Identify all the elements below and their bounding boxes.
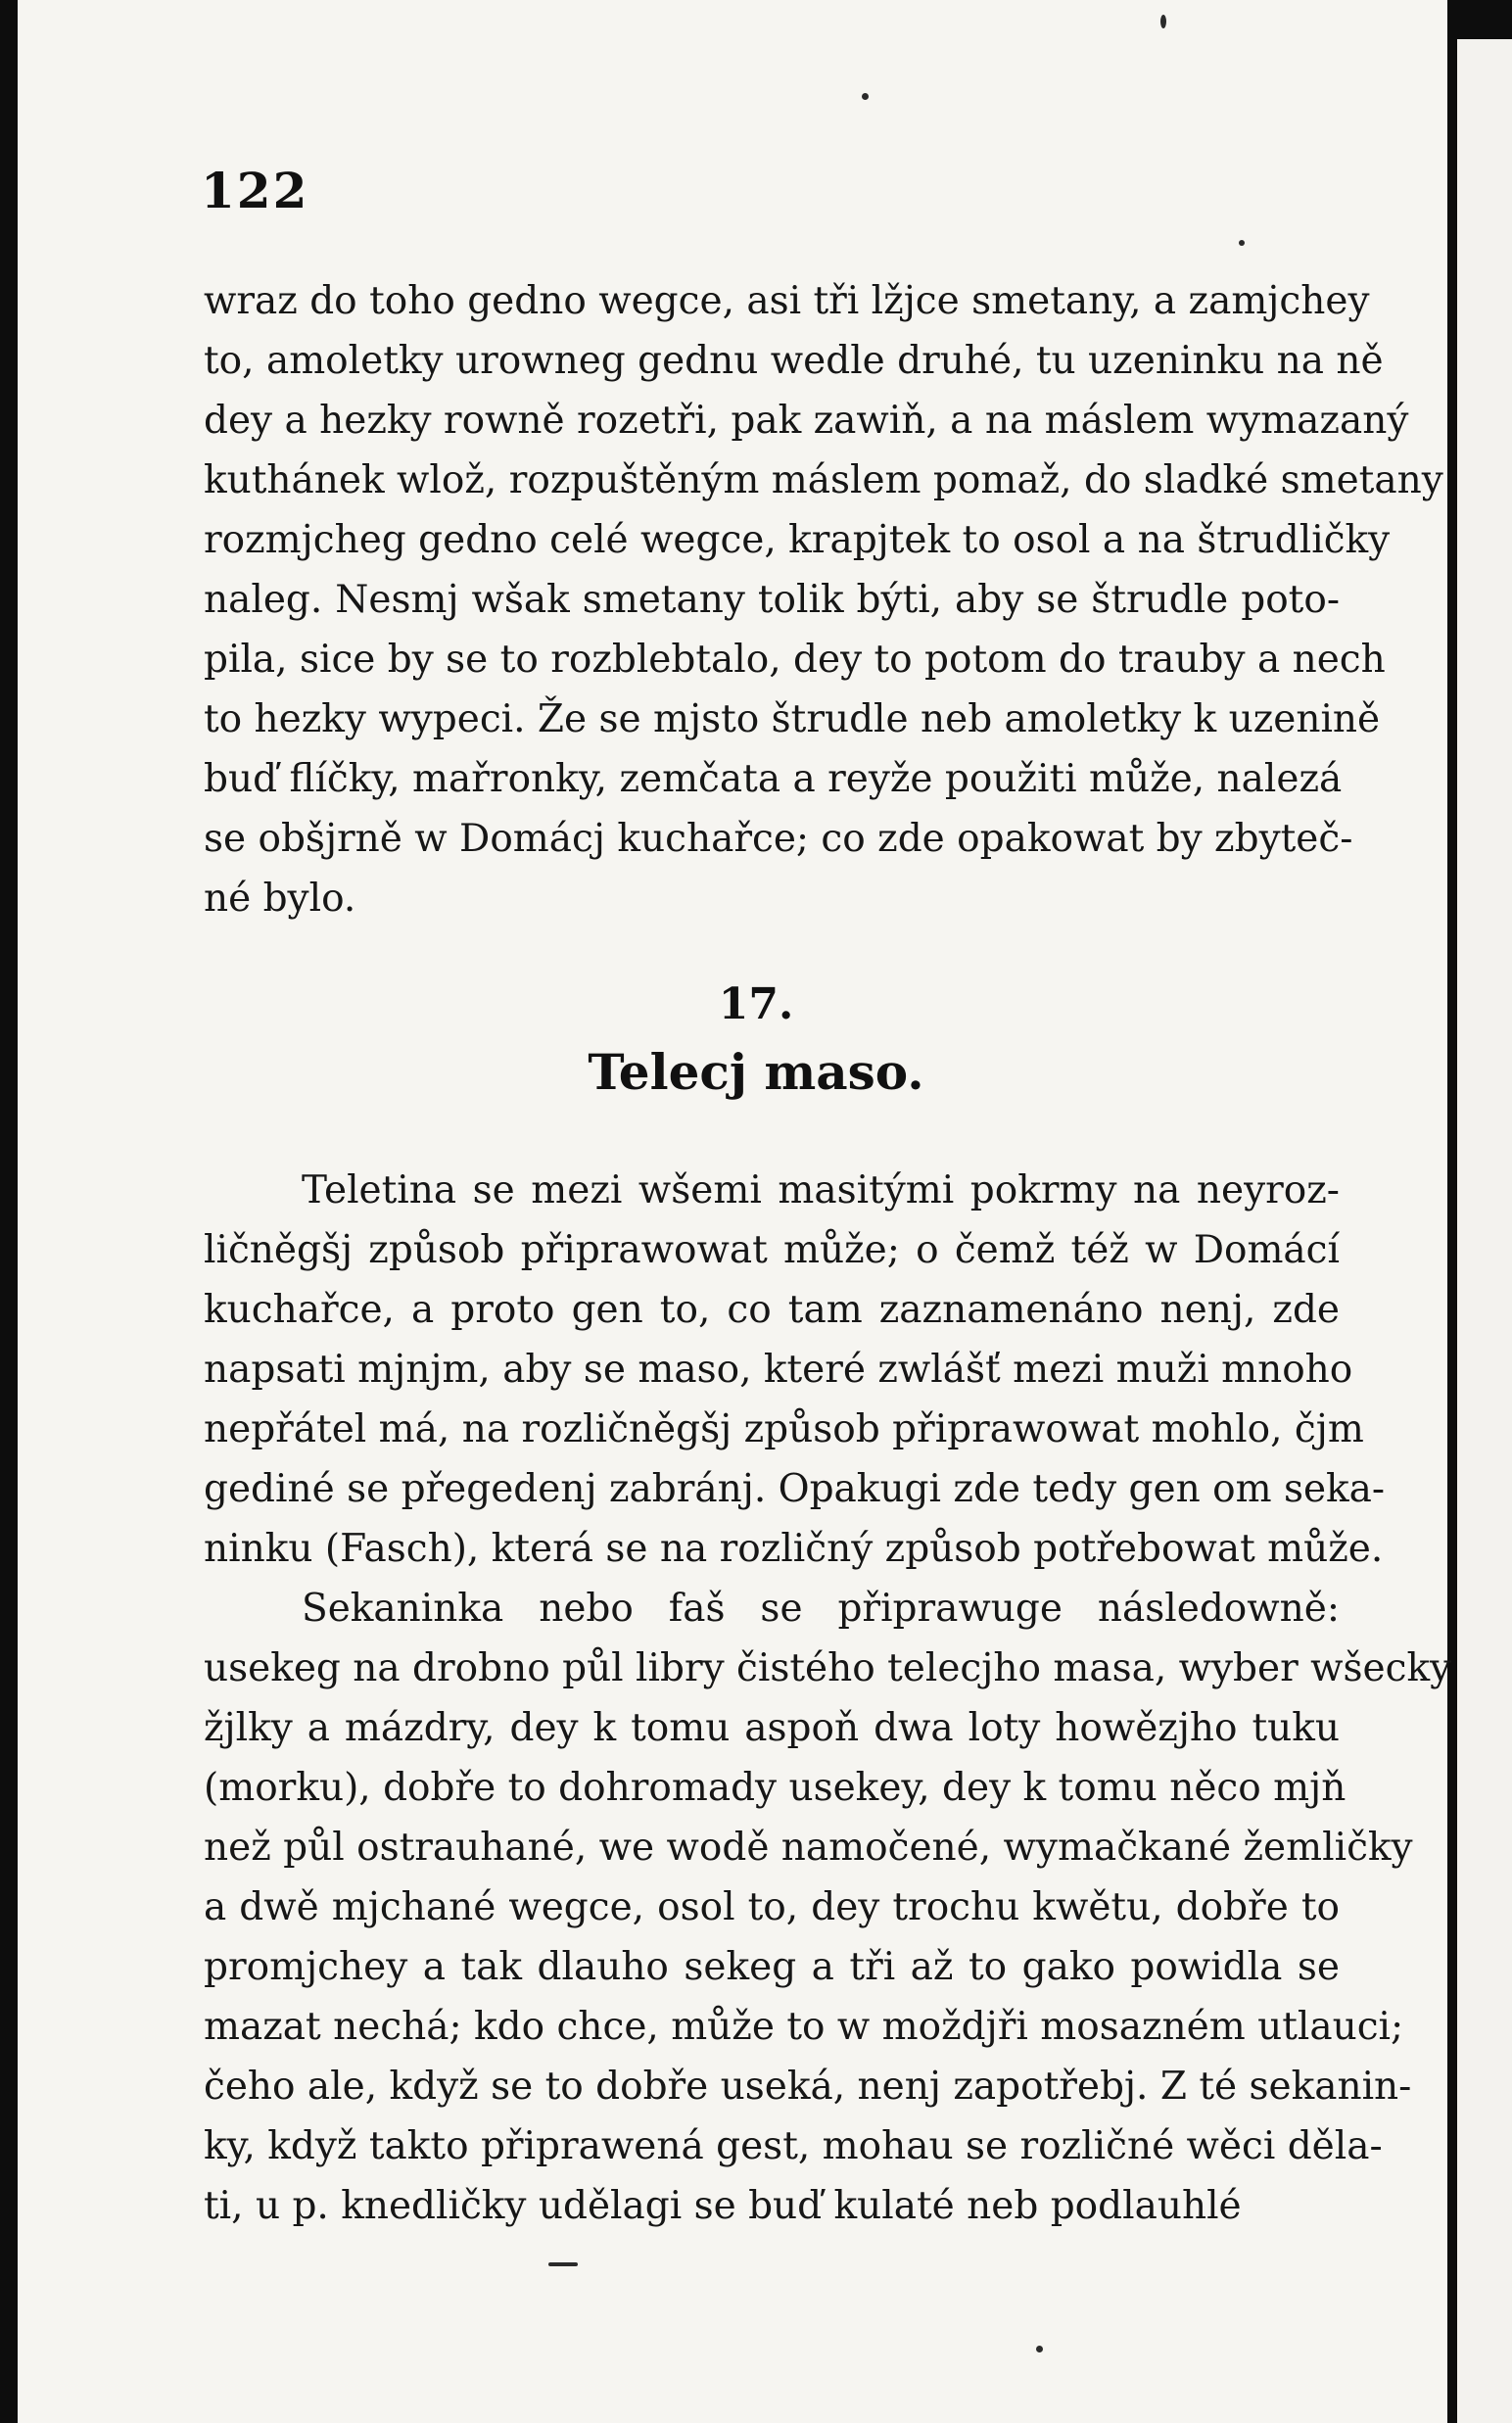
text-line: než půl ostrauhané, we wodě namočené, wymačkané žemličky [204,1826,1413,1870]
section-title: Telecj maso. [588,1043,924,1101]
text-line: naleg. Nesmj wšak smetany tolik býti, aby se štrudle poto- [204,578,1340,622]
text-line: to hezky wypeci. Že se mjsto štrudle neb amoletky k uzenině [204,697,1381,741]
text-line: rozmjcheg gedno celé wegce, krapjtek to osol a na štrudličky [204,518,1391,562]
text-line: ličněgšj způsob připrawowat může; o čemž též w Domácí [204,1228,1340,1272]
paper-speck [1036,2346,1043,2352]
text-line: pila, sice by se to rozblebtalo, dey to potom do trauby a nech [204,638,1386,682]
text-line: čeho ale, když se to dobře useká, nenj zapotřebj. Z té sekanin- [204,2065,1412,2109]
text-line: se obšjrně w Domácj kuchařce; co zde opakowat by zbyteč- [204,817,1353,861]
page-number: 122 [201,162,309,219]
section-number: 17. [718,979,794,1029]
text-line: ky, když takto připrawená gest, mohau se rozličné wěci děla- [204,2124,1383,2168]
text-line: usekeg na drobno půl libry čistého telecjho masa, wyber wšecky [204,1646,1452,1690]
text-line: kuthánek wlož, rozpuštěným máslem pomaž, do sladké smetany [204,458,1443,502]
text-line: mazat nechá; kdo chce, může to w moždjři mosazném utlauci; [204,2005,1404,2049]
text-line: buď flíčky, mařronky, zemčata a reyže použiti může, nalezá [204,757,1343,801]
text-line: ti, u p. knedličky udělagi se buď kulaté neb podlauhlé [204,2184,1242,2228]
paragraph-teletina [204,1161,1386,1579]
text-line: gediné se přegedenj zabránj. Opakugi zde tedy gen om seka- [204,1467,1386,1511]
paper-speck [1239,240,1245,246]
paragraph-top [204,271,1443,928]
paragraph-sekaninka [204,1579,1452,2236]
paper-speck [548,2262,578,2266]
paper-speck [862,93,869,100]
text-line: to, amoletky urowneg gednu wedle druhé, tu uzeninku na ně [204,339,1384,383]
text-line: žjlky a mázdry, dey k tomu aspoň dwa loty howězjho tuku [204,1706,1340,1750]
text-line: nepřátel má, na rozličněgšj způsob připrawowat mohlo, čjm [204,1407,1364,1451]
text-line: dey a hezky rowně rozetři, pak zawiň, a na máslem wymazaný [204,399,1409,443]
text-line: a dwě mjchané wegce, osol to, dey trochu kwětu, dobře to [204,1885,1340,1929]
text-line: (morku), dobře to dohromady usekey, dey k tomu něco mjň [204,1766,1347,1810]
text-line: kuchařce, a proto gen to, co tam zaznamenáno nenj, zde [204,1288,1340,1332]
text-line: né bylo. [204,877,356,921]
text-line: ninku (Fasch), která se na rozličný způsob potřebowat může. [204,1527,1384,1571]
facing-page-edge [1457,39,1512,2423]
text-line: Teletina se mezi wšemi masitými pokrmy na neyroz- [302,1168,1340,1212]
paper-speck [1160,15,1166,28]
text-line: Sekaninka nebo faš se připrawuge následowně: [302,1587,1340,1631]
text-line: wraz do toho gedno wegce, asi tři lžjce smetany, a zamjchey [204,279,1370,323]
text-line: promjchey a tak dlauho sekeg a tři až to gako powidla se [204,1945,1340,1989]
text-line: napsati mjnjm, aby se maso, které zwlášť mezi muži mnoho [204,1348,1353,1392]
